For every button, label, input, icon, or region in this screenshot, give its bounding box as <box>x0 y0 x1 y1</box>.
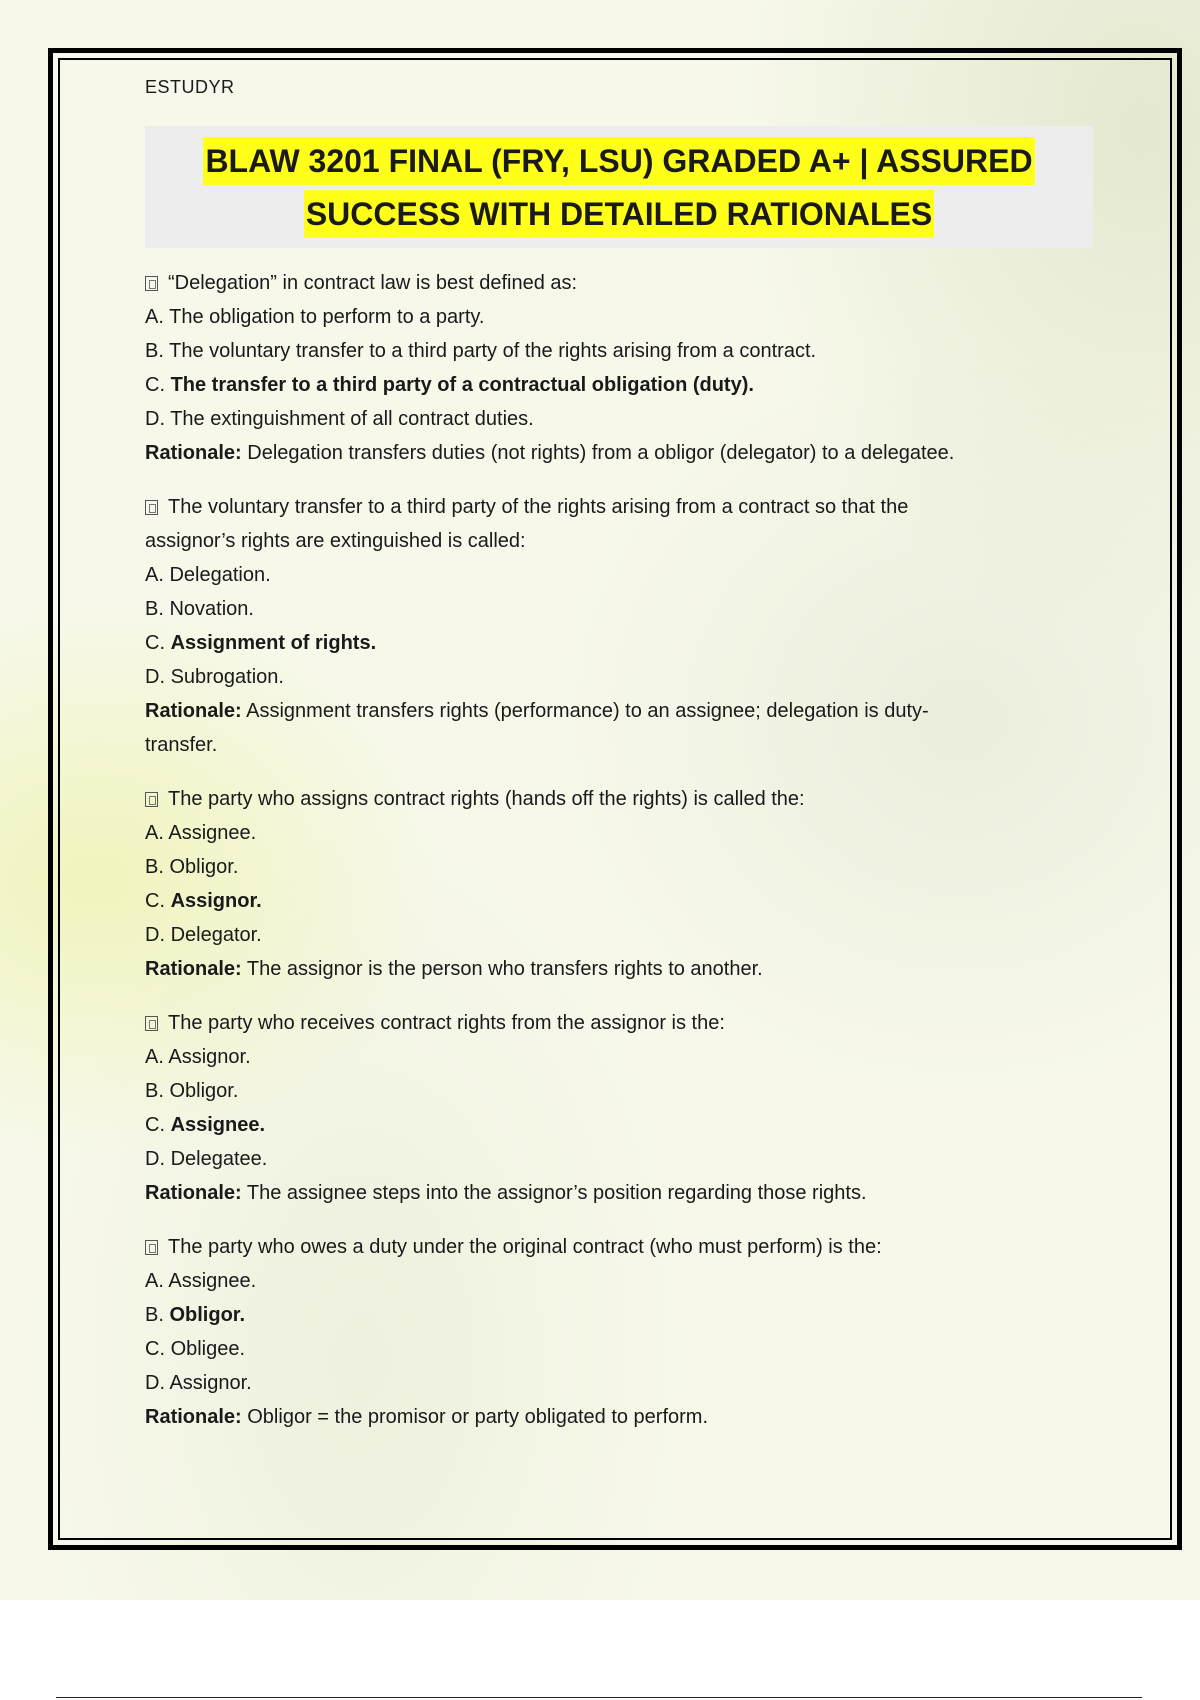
page-title-line-1: BLAW 3201 FINAL (FRY, LSU) GRADED A+ | ASSURED <box>203 137 1034 185</box>
option-b: B. Obligor. <box>145 856 239 878</box>
option-b: B. The voluntary transfer to a third party of the rights arising from a contract. <box>145 340 817 362</box>
option-c: C. Obligee. <box>145 1338 246 1360</box>
question-stem: The party who receives contract rights from the assignor is the: <box>145 1006 1095 1040</box>
option-a: A. Assignee. <box>145 822 257 844</box>
question-item <box>145 1230 1095 1434</box>
option-c-correct: C. Assignment of rights. <box>145 632 377 654</box>
option-d: D. The extinguishment of all contract duties. <box>145 408 534 430</box>
rationale: Rationale: The assignor is the person who transfers rights to another. <box>145 958 763 980</box>
option-a: A. Assignee. <box>145 1270 257 1292</box>
rationale: Rationale: The assignee steps into the assignor’s position regarding those rights. <box>145 1182 867 1204</box>
option-d: D. Delegatee. <box>145 1148 268 1170</box>
footer-divider <box>56 1697 1142 1698</box>
question-stem: The party who assigns contract rights (hands off the rights) is called the: <box>145 782 1095 816</box>
option-d: D. Assignor. <box>145 1372 252 1394</box>
question-stem: “Delegation” in contract law is best defined as: <box>145 266 1095 300</box>
question-list <box>145 266 1095 1434</box>
option-b: B. Novation. <box>145 598 254 620</box>
option-c-correct: C. Assignee. <box>145 1114 266 1136</box>
question-stem: The voluntary transfer to a third party of the rights arising from a contract so that the <box>145 490 1095 524</box>
rationale: Rationale: Delegation transfers duties (not rights) from a obligor (delegator) to a delegatee. <box>145 442 955 464</box>
option-d: D. Delegator. <box>145 924 262 946</box>
rationale-continued: transfer. <box>145 734 218 756</box>
rationale: Rationale: Obligor = the promisor or party obligated to perform. <box>145 1406 709 1428</box>
question-bullet-icon <box>145 792 158 807</box>
page-title-line-2: SUCCESS WITH DETAILED RATIONALES <box>304 190 934 238</box>
question-item <box>145 1006 1095 1210</box>
option-a: A. The obligation to perform to a party. <box>145 306 485 328</box>
question-stem-continued: assignor’s rights are extinguished is called: <box>145 530 526 552</box>
option-c-correct: C. The transfer to a third party of a contractual obligation (duty). <box>145 374 754 396</box>
question-item <box>145 266 1095 470</box>
option-a: A. Delegation. <box>145 564 271 586</box>
question-bullet-icon <box>145 276 158 291</box>
question-item <box>145 490 1095 762</box>
title-block <box>145 126 1093 248</box>
document-content <box>145 72 1095 1454</box>
rationale: Rationale: Assignment transfers rights (performance) to an assignee; delegation is duty- <box>145 700 929 722</box>
question-bullet-icon <box>145 1016 158 1031</box>
option-b-correct: B. Obligor. <box>145 1304 246 1326</box>
question-bullet-icon <box>145 1240 158 1255</box>
question-bullet-icon <box>145 500 158 515</box>
option-a: A. Assignor. <box>145 1046 251 1068</box>
option-b: B. Obligor. <box>145 1080 239 1102</box>
option-c-correct: C. Assignor. <box>145 890 262 912</box>
option-d: D. Subrogation. <box>145 666 284 688</box>
question-stem: The party who owes a duty under the original contract (who must perform) is the: <box>145 1230 1095 1264</box>
brand-label: ESTUDYR <box>145 77 235 97</box>
question-item <box>145 782 1095 986</box>
